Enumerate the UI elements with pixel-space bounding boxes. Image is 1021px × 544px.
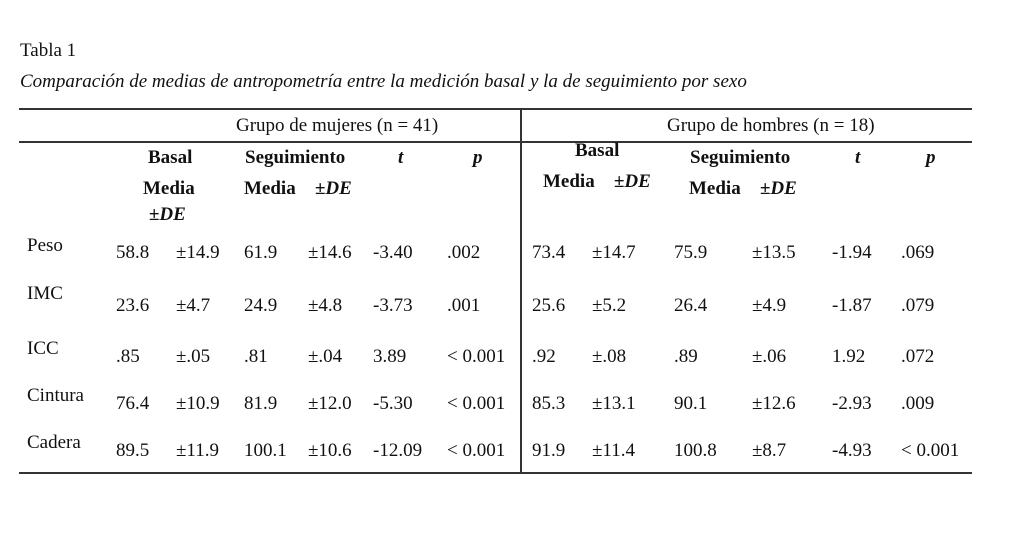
men-seg-media-header: Media [689,178,741,199]
men-basal-media-cell: 25.6 [532,295,566,316]
women-t-header: t [398,147,404,168]
women-t-cell: -12.09 [373,440,423,461]
women-seg-de-cell: ±4.8 [308,295,343,316]
men-seguimiento-header: Seguimiento [690,147,791,168]
group-women-header: Grupo de mujeres (n = 41) [236,115,439,136]
men-seg-de-cell: ±13.5 [752,242,796,263]
men-basal-media-header: Media [543,171,595,192]
group-men-header: Grupo de hombres (n = 18) [667,115,875,136]
women-seg-media-cell: 81.9 [244,393,278,414]
men-basal-de-cell: ±.08 [592,346,627,367]
women-p-cell: .002 [447,242,481,263]
women-basal-media-cell: 58.8 [116,242,150,263]
men-t-cell: -1.94 [832,242,872,263]
women-seg-de-cell: ±10.6 [308,440,352,461]
women-basal-media-header: Media [143,178,195,199]
women-basal-header: Basal [148,147,193,168]
women-seg-de-cell: ±12.0 [308,393,352,414]
women-seg-media-cell: 24.9 [244,295,278,316]
women-seg-de-cell: ±14.6 [308,242,352,263]
women-basal-de-cell: ±10.9 [176,393,220,414]
women-p-cell: .001 [447,295,481,316]
row-label-peso: Peso [27,235,63,256]
group-divider [520,108,522,474]
row-label-cintura: Cintura [27,385,84,406]
men-seg-media-cell: 26.4 [674,295,708,316]
men-basal-media-cell: 73.4 [532,242,566,263]
men-t-cell: 1.92 [832,346,866,367]
women-p-cell: < 0.001 [447,393,506,414]
men-basal-de-cell: ±14.7 [592,242,636,263]
men-seg-de-header: ±DE [760,178,797,199]
women-t-cell: -3.73 [373,295,413,316]
men-basal-media-cell: .92 [532,346,556,367]
men-basal-media-cell: 91.9 [532,440,566,461]
women-basal-media-cell: 76.4 [116,393,150,414]
top-rule [19,108,972,110]
table-number: Tabla 1 [20,40,77,61]
row-label-cadera: Cadera [27,432,81,453]
men-p-cell: .069 [901,242,935,263]
men-t-cell: -2.93 [832,393,872,414]
women-t-cell: 3.89 [373,346,407,367]
men-seg-media-cell: 90.1 [674,393,708,414]
women-p-cell: < 0.001 [447,440,506,461]
row-label-imc: IMC [27,283,63,304]
women-p-header: p [473,147,483,168]
women-basal-media-cell: .85 [116,346,140,367]
women-basal-de-cell: ±11.9 [176,440,219,461]
women-p-cell: < 0.001 [447,346,506,367]
women-t-cell: -3.40 [373,242,413,263]
men-p-header: p [926,147,936,168]
men-seg-de-cell: ±.06 [752,346,787,367]
men-seg-de-cell: ±12.6 [752,393,796,414]
men-p-cell: < 0.001 [901,440,960,461]
women-t-cell: -5.30 [373,393,413,414]
bottom-rule [19,472,972,474]
men-seg-media-cell: 100.8 [674,440,717,461]
row-label-icc: ICC [27,338,59,359]
men-t-cell: -4.93 [832,440,872,461]
women-seg-media-cell: .81 [244,346,268,367]
group-rule [19,141,972,143]
men-basal-de-header: ±DE [614,171,651,192]
women-basal-de-header: ±DE [149,204,186,225]
women-seg-media-cell: 100.1 [244,440,287,461]
women-basal-de-cell: ±.05 [176,346,211,367]
women-seg-media-header: Media [244,178,296,199]
men-seg-media-cell: .89 [674,346,698,367]
men-p-cell: .009 [901,393,935,414]
men-basal-de-cell: ±11.4 [592,440,635,461]
men-seg-de-cell: ±4.9 [752,295,787,316]
women-basal-de-cell: ±14.9 [176,242,220,263]
men-basal-media-cell: 85.3 [532,393,566,414]
table-caption: Comparación de medias de antropometría entre la medición basal y la de seguimiento por sexo [20,71,747,92]
men-p-cell: .072 [901,346,935,367]
men-basal-header: Basal [575,140,620,161]
men-seg-media-cell: 75.9 [674,242,708,263]
women-basal-media-cell: 23.6 [116,295,150,316]
men-basal-de-cell: ±13.1 [592,393,636,414]
women-seguimiento-header: Seguimiento [245,147,346,168]
men-p-cell: .079 [901,295,935,316]
women-seg-de-cell: ±.04 [308,346,343,367]
women-seg-media-cell: 61.9 [244,242,278,263]
women-seg-de-header: ±DE [315,178,352,199]
women-basal-media-cell: 89.5 [116,440,150,461]
men-t-header: t [855,147,861,168]
men-t-cell: -1.87 [832,295,872,316]
women-basal-de-cell: ±4.7 [176,295,211,316]
men-seg-de-cell: ±8.7 [752,440,787,461]
men-basal-de-cell: ±5.2 [592,295,627,316]
